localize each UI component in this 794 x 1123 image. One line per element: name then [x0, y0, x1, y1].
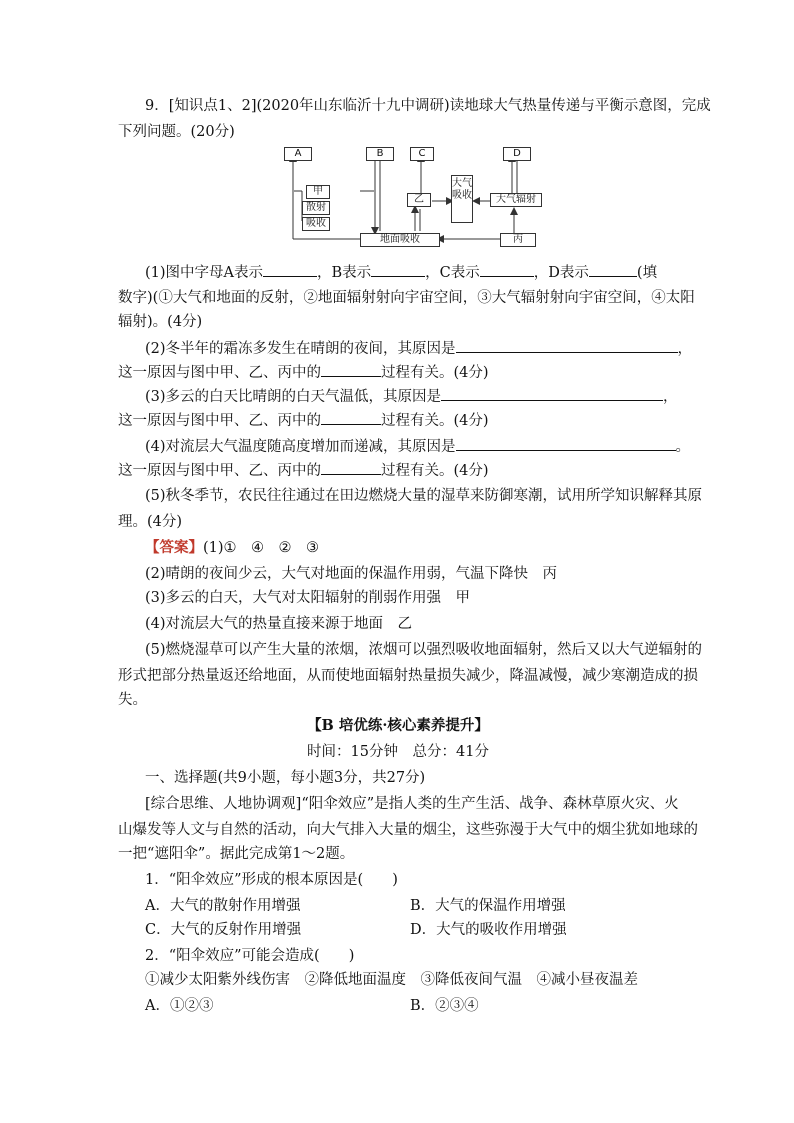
box-jia: 甲 — [306, 185, 330, 199]
blank-p2[interactable] — [456, 338, 678, 353]
blank-p2b[interactable] — [321, 362, 381, 377]
answer-line3: (3)多云的白天，大气对太阳辐射的削弱作用强 甲 — [145, 590, 471, 606]
box-d: D — [503, 147, 531, 161]
p1-line2: 数字)(①大气和地面的反射，②地面辐射射向宇宙空间，③大气辐射射向宇宙空间，④太阳 — [118, 290, 695, 306]
p1-line1: (1)图中字母A表示 ，B表示 ，C表示 ，D表示 (填 — [145, 262, 675, 283]
blank-p3b[interactable] — [321, 410, 381, 425]
q2-row1 — [145, 996, 675, 1016]
answer-line6: 形式把部分热量返还给地面，从而使地面辐射热量损失减少，降温减慢，减少寒潮造成的损 — [118, 668, 698, 684]
box-bing: 丙 — [500, 233, 536, 247]
blank-d[interactable] — [589, 262, 637, 277]
blank-b[interactable] — [371, 262, 425, 277]
p1-line3: 辐射)。(4分) — [118, 314, 203, 330]
answer-tag: 【答案】 — [145, 539, 203, 556]
blank-p3[interactable] — [441, 386, 663, 401]
part1-heading: 一、选择题(共9小题，每小题3分，共27分) — [145, 770, 426, 786]
blank-p4b[interactable] — [321, 460, 381, 475]
q9-line2: 下列问题。(20分) — [118, 124, 235, 140]
blank-p4[interactable] — [456, 436, 676, 451]
q1-option-d[interactable]: D．大气的吸收作用增强 — [410, 922, 567, 938]
section-b-time: 时间：15分钟 总分：41分 — [307, 744, 489, 760]
section-b-title: 【B 培优练·核心素养提升】 — [307, 717, 489, 734]
blank-a[interactable] — [263, 262, 317, 277]
box-b: B — [366, 147, 394, 161]
q2-option-a[interactable]: A．①②③ — [145, 998, 214, 1014]
box-dimian-xishou: 地面吸收 — [360, 233, 440, 247]
p3-line2: 这一原因与图中甲、乙、丙中的 过程有关。(4分) — [118, 410, 648, 431]
blank-c[interactable] — [480, 262, 534, 277]
material-line1: [综合思维、人地协调观]“阳伞效应”是指人类的生产生活、战争、森林草原火灾、火 — [145, 796, 679, 812]
p5-line2: 理。(4分) — [118, 514, 183, 530]
box-daqi-fushe: 大气辐射 — [490, 193, 542, 207]
q1-option-a[interactable]: A．大气的散射作用增强 — [145, 898, 301, 914]
answer-line2: (2)晴朗的夜间少云，大气对地面的保温作用弱，气温下降快 丙 — [145, 566, 558, 582]
answer-line5: (5)燃烧湿草可以产生大量的浓烟，浓烟可以强烈吸收地面辐射，然后又以大气逆辐射的 — [145, 642, 703, 658]
box-c: C — [410, 147, 434, 161]
p5-line1: (5)秋冬季节，农民往往通过在田边燃烧大量的湿草来防御寒潮，试用所学知识解释其原 — [145, 488, 703, 504]
q1-stem: 1．“阳伞效应”形成的根本原因是( ) — [145, 872, 398, 888]
heat-balance-diagram — [280, 143, 560, 253]
p4-line2: 这一原因与图中甲、乙、丙中的 过程有关。(4分) — [118, 460, 648, 481]
q9-line1: 9．[知识点1、2](2020年山东临沂十九中调研)读地球大气热量传递与平衡示意图，完成 — [145, 98, 711, 114]
material-line2: 山爆发等人文与自然的活动，向大气排入大量的烟尘，这些弥漫于大气中的烟尘犹如地球的 — [118, 822, 698, 838]
p2-line1: (2)冬半年的霜冻多发生在晴朗的夜间，其原因是 ， — [145, 338, 675, 359]
answer-line7: 失。 — [118, 692, 147, 708]
box-a: A — [284, 147, 312, 161]
p3-line1: (3)多云的白天比晴朗的白天气温低，其原因是 ， — [145, 386, 675, 407]
p2-line2: 这一原因与图中甲、乙、丙中的 过程有关。(4分) — [118, 362, 648, 383]
q1-option-b[interactable]: B．大气的保温作用增强 — [410, 898, 566, 914]
box-daqi-xishou: 大气吸收 — [451, 175, 473, 223]
q1-row1 — [145, 896, 675, 916]
q2-stem: 2．“阳伞效应”可能会造成( ) — [145, 948, 355, 964]
p4-line1: (4)对流层大气温度随高度增加而递减，其原因是 。 — [145, 436, 675, 457]
q2-option-b[interactable]: B．②③④ — [410, 998, 479, 1014]
q2-items: ①减少太阳紫外线伤害 ②降低地面温度 ③降低夜间气温 ④减小昼夜温差 — [145, 972, 638, 988]
answer-line4: (4)对流层大气的热量直接来源于地面 乙 — [145, 616, 413, 632]
box-yi: 乙 — [407, 193, 431, 207]
q1-option-c[interactable]: C．大气的反射作用增强 — [145, 922, 302, 938]
material-line3: 一把“遮阳伞”。据此完成第1～2题。 — [118, 846, 355, 862]
box-xishou: 吸收 — [302, 217, 330, 231]
box-sanshe: 散射 — [302, 201, 330, 215]
q1-row2 — [145, 920, 675, 940]
answer-line1: 【答案】(1)① ④ ② ③ — [145, 539, 320, 556]
